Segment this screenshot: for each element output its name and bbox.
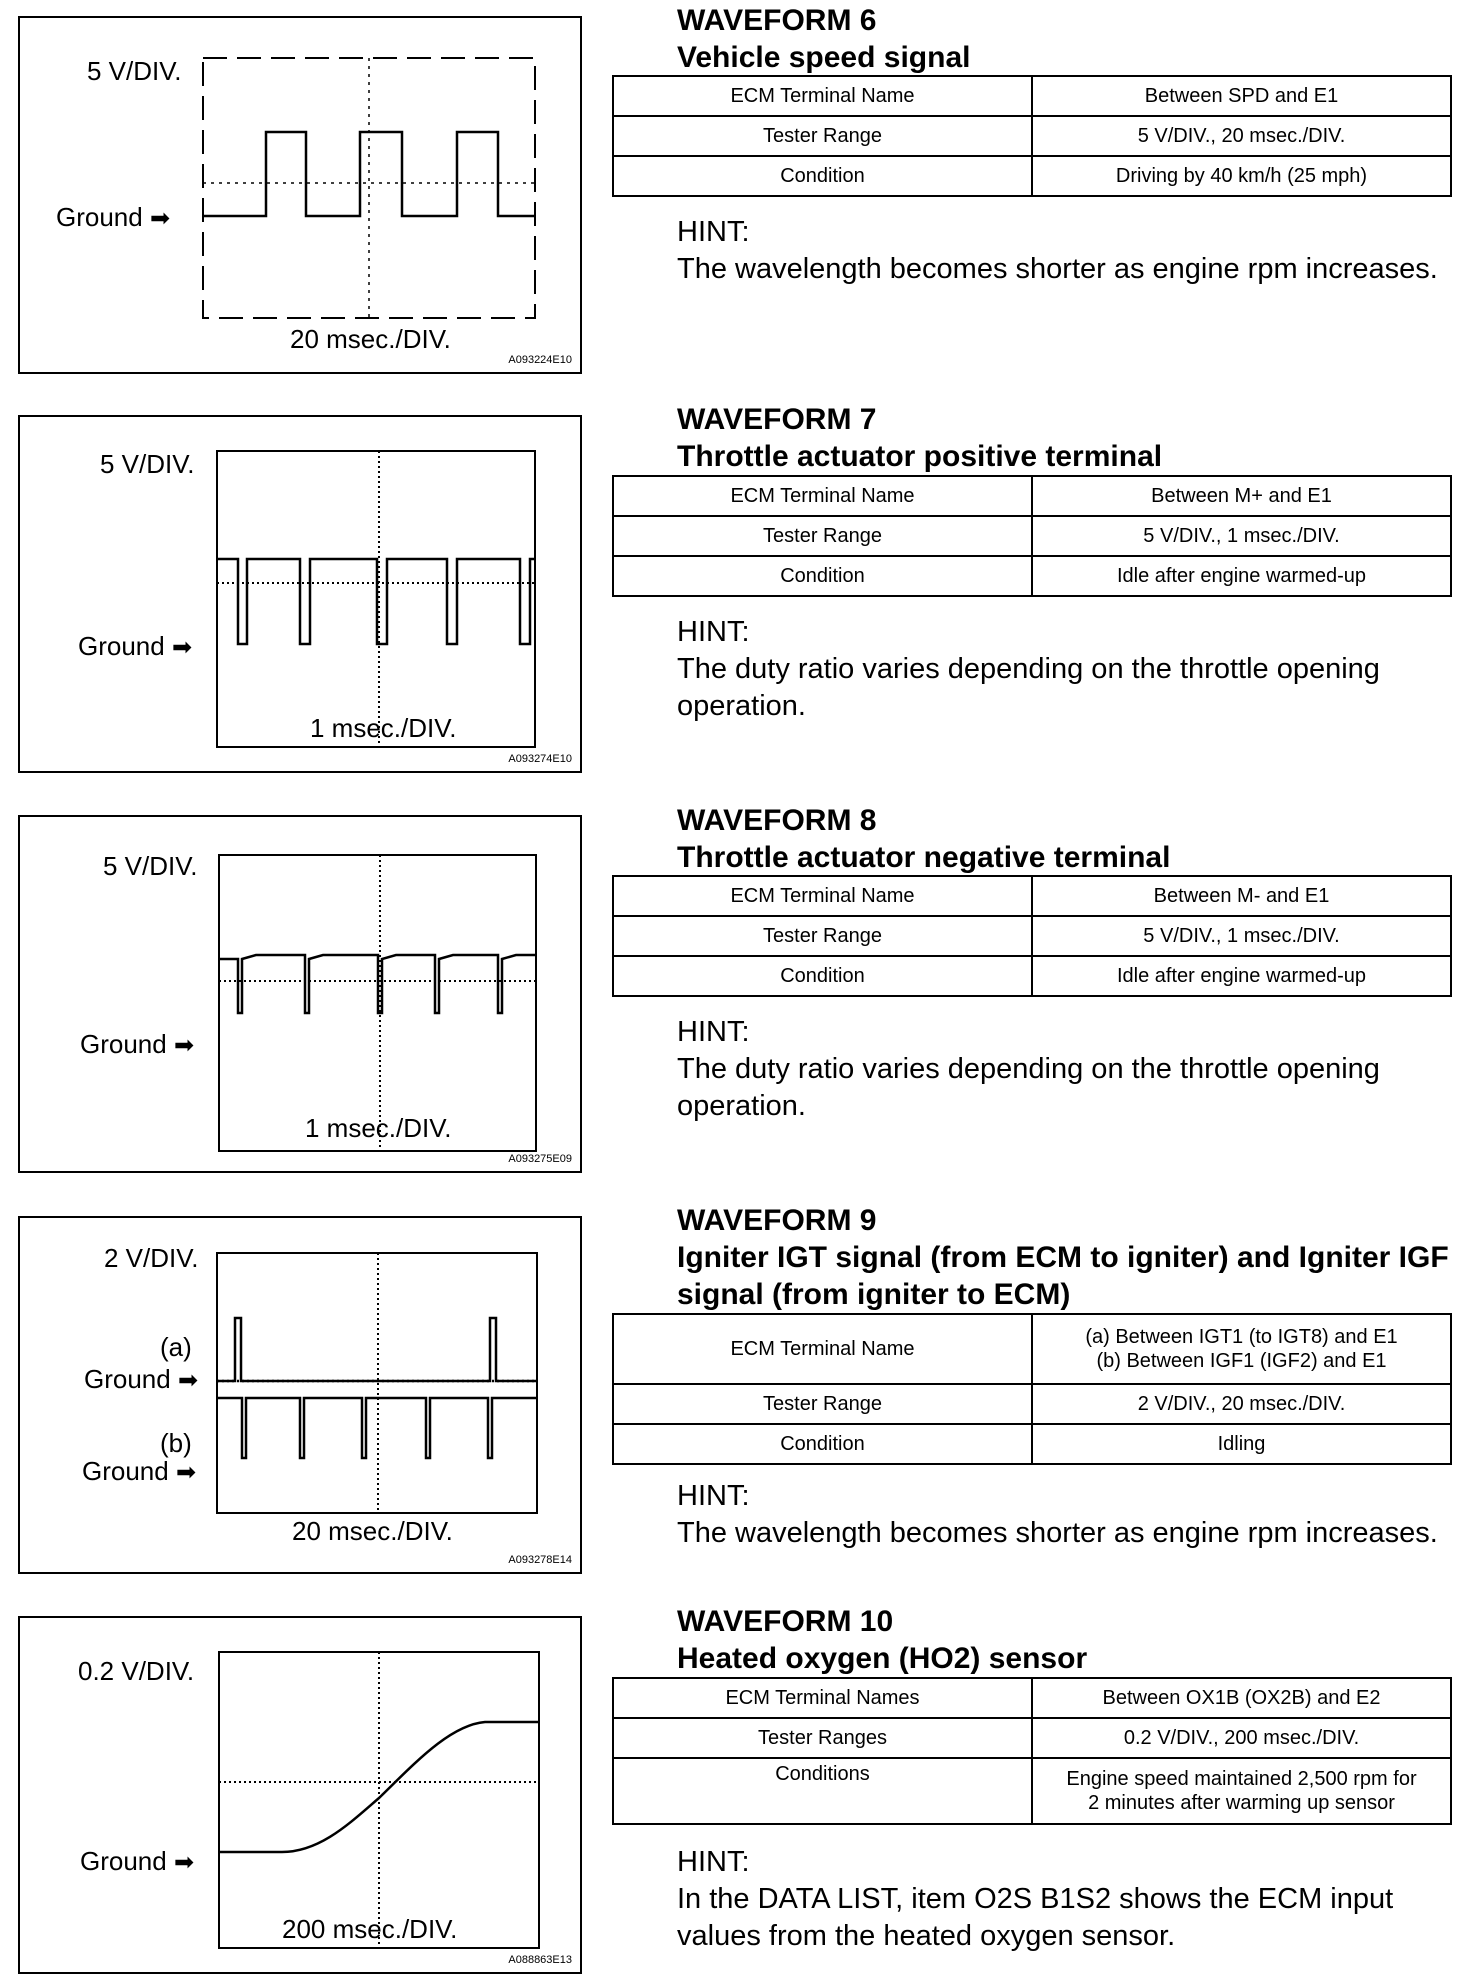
row-value-line: (a) Between IGT1 (to IGT8) and E1: [1085, 1326, 1398, 1348]
figure-id: A093224E10: [508, 354, 572, 366]
waveform-7-heading: [677, 401, 1450, 475]
time-per-div-label: 200 msec./DIV.: [282, 1914, 458, 1944]
row-value-line: (b) Between IGF1 (IGF2) and E1: [1096, 1350, 1387, 1372]
ground-label-a: Ground ➡: [84, 1364, 199, 1394]
hint-label: HINT:: [677, 1480, 750, 1512]
waveform-8-table: [612, 875, 1452, 997]
hint-text: In the DATA LIST, item O2S B1S2 shows the ECM input values from the heated oxygen sensor.: [677, 1883, 1394, 1952]
arrow-right-icon: ➡: [175, 1459, 197, 1486]
row-label: Tester Range: [613, 516, 1032, 556]
table-row: [613, 1424, 1451, 1464]
ground-label: Ground ➡: [78, 631, 193, 661]
waveform-9-heading: [677, 1202, 1450, 1313]
row-value: Idle after engine warmed-up: [1032, 556, 1451, 596]
waveform-7-trace: [217, 559, 535, 644]
row-value: 2 V/DIV., 20 msec./DIV.: [1032, 1384, 1451, 1424]
waveform-title: WAVEFORM 6: [677, 4, 877, 37]
waveform-9-hint: [677, 1478, 1457, 1552]
waveform-subtitle: Igniter IGT signal (from ECM to igniter) and Igniter IGF signal (from igniter to ECM): [677, 1241, 1449, 1311]
row-value-line: Engine speed maintained 2,500 rpm for: [1066, 1768, 1417, 1790]
waveform-10-table: [612, 1677, 1452, 1825]
row-value: Idling: [1032, 1424, 1451, 1464]
row-value: Between M- and E1: [1032, 876, 1451, 916]
table-row: [613, 956, 1451, 996]
row-label: Condition: [613, 556, 1032, 596]
waveform-title: WAVEFORM 10: [677, 1605, 894, 1638]
row-label: Tester Range: [613, 916, 1032, 956]
hint-label: HINT:: [677, 216, 750, 248]
waveform-title: WAVEFORM 9: [677, 1204, 877, 1237]
ground-label: Ground ➡: [80, 1846, 195, 1876]
waveform-subtitle: Throttle actuator positive terminal: [677, 440, 1163, 473]
row-label: ECM Terminal Name: [613, 876, 1032, 916]
waveform-subtitle: Heated oxygen (HO2) sensor: [677, 1642, 1088, 1675]
hint-label: HINT:: [677, 1846, 750, 1878]
time-per-div-label: 20 msec./DIV.: [290, 324, 451, 354]
table-row: [613, 516, 1451, 556]
row-value-line: 2 minutes after warming up sensor: [1088, 1792, 1395, 1814]
table-row: [613, 556, 1451, 596]
row-value: Driving by 40 km/h (25 mph): [1032, 156, 1451, 196]
hint-text: The duty ratio varies depending on the throttle opening operation.: [677, 653, 1380, 722]
figure-id: A088863E13: [508, 1954, 572, 1966]
hint-label: HINT:: [677, 1016, 750, 1048]
waveform-9-figure: [18, 1216, 582, 1574]
waveform-title: WAVEFORM 8: [677, 804, 877, 837]
row-label: Condition: [613, 1424, 1032, 1464]
table-row: [613, 916, 1451, 956]
table-row: [613, 156, 1451, 196]
row-value: 0.2 V/DIV., 200 msec./DIV.: [1032, 1718, 1451, 1758]
waveform-7-hint: [677, 614, 1457, 725]
figure-id: A093278E14: [508, 1554, 572, 1566]
table-row: [613, 1758, 1451, 1824]
time-per-div-label: 20 msec./DIV.: [292, 1516, 453, 1546]
row-label: ECM Terminal Names: [613, 1678, 1032, 1718]
label-a: (a): [160, 1332, 192, 1362]
waveform-10-heading: [677, 1603, 1450, 1677]
hint-text: The wavelength becomes shorter as engine rpm increases.: [677, 253, 1438, 285]
waveform-9-table: [612, 1313, 1452, 1465]
volts-per-div-label: 2 V/DIV.: [104, 1243, 199, 1273]
row-label: Tester Range: [613, 1384, 1032, 1424]
waveform-7-figure: [18, 415, 582, 773]
row-label: Condition: [613, 156, 1032, 196]
table-row: [613, 1384, 1451, 1424]
waveform-8-figure: [18, 815, 582, 1173]
table-row: [613, 1718, 1451, 1758]
table-row: [613, 1678, 1451, 1718]
row-value: Idle after engine warmed-up: [1032, 956, 1451, 996]
label-b: (b): [160, 1428, 192, 1458]
time-per-div-label: 1 msec./DIV.: [310, 713, 457, 743]
row-value: [1032, 1758, 1451, 1824]
hint-label: HINT:: [677, 616, 750, 648]
ground-label-b: Ground ➡: [82, 1456, 197, 1486]
hint-text: The duty ratio varies depending on the throttle opening operation.: [677, 1053, 1380, 1122]
row-label: ECM Terminal Name: [613, 476, 1032, 516]
ground-label: Ground ➡: [56, 202, 171, 232]
waveform-6-table: [612, 75, 1452, 197]
waveform-6-hint: [677, 214, 1457, 288]
row-label: Tester Ranges: [613, 1718, 1032, 1758]
row-label: Tester Range: [613, 116, 1032, 156]
table-row: [613, 76, 1451, 116]
table-row: [613, 876, 1451, 916]
row-value: 5 V/DIV., 1 msec./DIV.: [1032, 916, 1451, 956]
table-row: [613, 476, 1451, 516]
waveform-title: WAVEFORM 7: [677, 403, 877, 436]
arrow-right-icon: ➡: [149, 205, 171, 232]
table-row: [613, 1314, 1451, 1384]
volts-per-div-label: 0.2 V/DIV.: [78, 1656, 195, 1686]
waveform-subtitle: Throttle actuator negative terminal: [677, 841, 1171, 874]
waveform-8-trace: [219, 955, 536, 1013]
arrow-right-icon: ➡: [173, 1032, 195, 1059]
row-label: ECM Terminal Name: [613, 1314, 1032, 1384]
row-value: 5 V/DIV., 1 msec./DIV.: [1032, 516, 1451, 556]
row-value: Between SPD and E1: [1032, 76, 1451, 116]
arrow-right-icon: ➡: [171, 634, 193, 661]
waveform-8-heading: [677, 802, 1450, 876]
waveform-6-figure: [18, 16, 582, 374]
figure-id: A093274E10: [508, 753, 572, 765]
row-value: [1032, 1314, 1451, 1384]
waveform-6-heading: [677, 2, 1450, 76]
figure-id: A093275E09: [508, 1153, 572, 1165]
waveform-10-figure: [18, 1616, 582, 1974]
row-value: 5 V/DIV., 20 msec./DIV.: [1032, 116, 1451, 156]
row-value: Between OX1B (OX2B) and E2: [1032, 1678, 1451, 1718]
row-label: ECM Terminal Name: [613, 76, 1032, 116]
waveform-8-hint: [677, 1014, 1457, 1125]
time-per-div-label: 1 msec./DIV.: [305, 1113, 452, 1143]
arrow-right-icon: ➡: [177, 1367, 199, 1394]
waveform-10-hint: [677, 1844, 1457, 1955]
waveform-7-table: [612, 475, 1452, 597]
table-row: [613, 116, 1451, 156]
volts-per-div-label: 5 V/DIV.: [103, 851, 198, 881]
waveform-subtitle: Vehicle speed signal: [677, 41, 971, 74]
row-label: Conditions: [613, 1758, 1032, 1824]
volts-per-div-label: 5 V/DIV.: [100, 449, 195, 479]
row-label: Condition: [613, 956, 1032, 996]
ground-label: Ground ➡: [80, 1029, 195, 1059]
row-value: Between M+ and E1: [1032, 476, 1451, 516]
volts-per-div-label: 5 V/DIV.: [87, 56, 182, 86]
arrow-right-icon: ➡: [173, 1849, 195, 1876]
hint-text: The wavelength becomes shorter as engine rpm increases.: [677, 1517, 1438, 1549]
